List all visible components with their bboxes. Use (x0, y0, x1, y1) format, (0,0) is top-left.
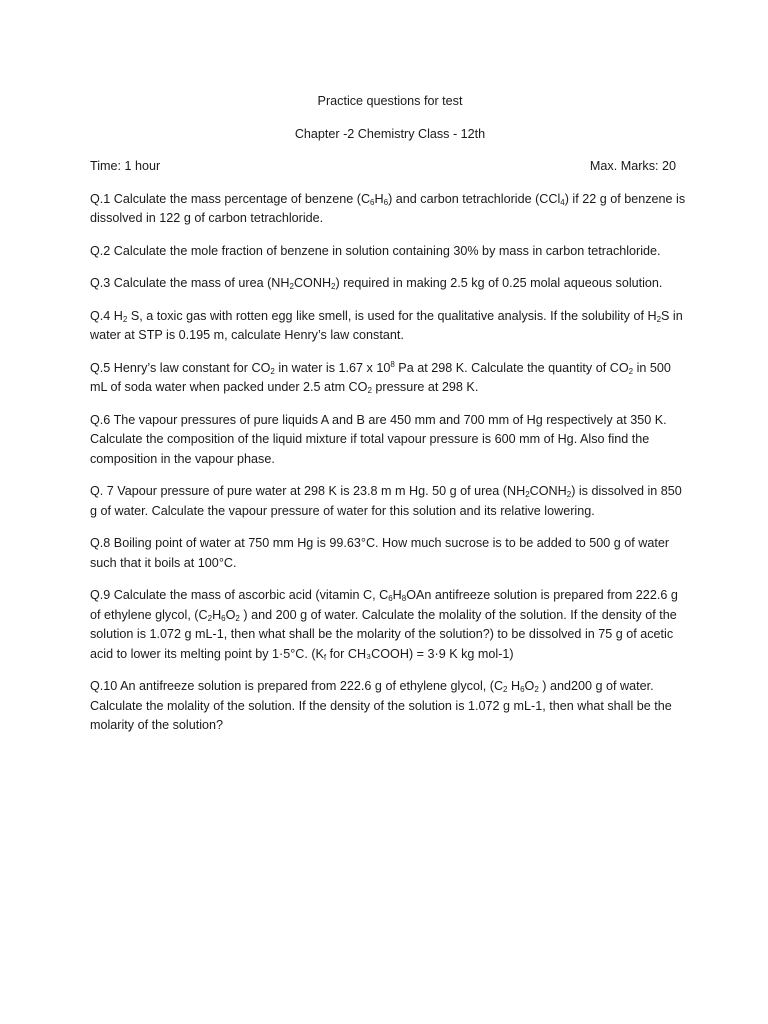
subscript: 6 (370, 197, 375, 207)
question-text: in 500 mL of soda water when packed under 2.5 atm CO (90, 360, 671, 394)
question-number: Q.6 (90, 412, 111, 427)
subscript: f (323, 652, 327, 662)
question-text: for CH₃COOH) = 3·9 K kg mol-1) (326, 646, 514, 661)
question-text: ) is dissolved in 850 g of water. Calculate the vapour pressure of water for this solution and its relative lowering. (90, 484, 682, 518)
page-subtitle: Chapter -2 Chemistry Class - 12th (294, 126, 486, 141)
question-text: ) required in making 2.5 kg of 0.25 molal aqueous solution. (335, 276, 663, 290)
question-text: O (524, 679, 535, 693)
subscript: 2 (503, 685, 508, 694)
question-text: pressure at 298 K. (371, 380, 479, 394)
subscript: 2 (289, 282, 294, 291)
question-text: CONH (293, 276, 332, 290)
question-text: Calculate the mass percentage of benzene (C (110, 191, 371, 206)
question-text: Calculate the mass of urea (NH (110, 276, 290, 290)
question-text: Henry’s law constant for CO (110, 360, 271, 375)
question-number: Q.9 (90, 588, 111, 602)
subscript: 2 (270, 366, 275, 376)
question-item (90, 677, 690, 736)
question-item (90, 482, 690, 521)
subscript: 2 (122, 314, 128, 324)
subscript: 2 (207, 613, 213, 623)
question-text: H (374, 191, 384, 206)
question-text: An antifreeze solution is prepared from 222.6 g of ethylene glycol, (C (117, 679, 504, 693)
subscript: 6 (388, 594, 393, 603)
question-text: Vapour pressure of pure water at 298 K is 23.8 m m Hg. 50 g of urea (NH (113, 484, 526, 498)
question-text: H (507, 679, 521, 693)
page-title: Practice questions for test (317, 94, 463, 108)
question-number: Q.4 (90, 308, 111, 323)
question-item (90, 586, 690, 664)
subscript: 2 (566, 490, 572, 499)
question-number: Q.8 (90, 536, 111, 550)
question-text: CONH (529, 484, 567, 498)
question-item (90, 411, 690, 470)
question-text: H (392, 588, 402, 602)
subscript: 6 (221, 613, 226, 623)
subscript: 6 (383, 197, 389, 207)
question-number: Q.2 (90, 243, 111, 258)
question-number: Q.10 (90, 679, 118, 693)
question-text: S in water at STP is 0.195 m, calculate Henry’s law constant. (90, 308, 683, 342)
subscript: 8 (401, 594, 407, 603)
question-text: S, a toxic gas with rotten egg like smell, is used for the qualitative analysis. If the solubility of H (127, 308, 657, 323)
subscript: 2 (331, 282, 336, 291)
question-text: ) and200 g of water. Calculate the molality of the solution. If the density of the solution is 1.072 g mL-1, then what shall be the molarity of the solution? (90, 679, 672, 732)
question-item (90, 534, 690, 573)
question-text: Boiling point of water at 750 mm Hg is 99.63°C. How much sucrose is to be added to 500 g of water such that it boils at 100°C. (90, 536, 670, 570)
document-body (90, 92, 690, 749)
question-text: ) and 200 g of water. Calculate the molality of the solution. If the density of the solution is 1.072 g mL-1, then what shall be the molarity of the solution?) to be dissolved in 75 g of acetic acid to lower its melting point by 1·5°C. (K (90, 607, 677, 661)
time-label: Time: 1 hour (90, 159, 161, 173)
question-text: H (212, 607, 222, 622)
subscript: 4 (560, 197, 565, 207)
subscript: 2 (367, 386, 372, 395)
question-text: Calculate the mass of ascorbic acid (vitamin C, C (110, 588, 389, 602)
question-text: ) if 22 g of benzene is dissolved in 122 g of carbon tetrachloride. (90, 191, 686, 225)
question-item (90, 359, 690, 398)
question-text: in water is 1.67 x 10 (274, 360, 391, 375)
question-text: H (110, 308, 123, 323)
subscript: 2 (525, 490, 530, 499)
max-marks-label: Max. Marks: 20 (589, 159, 676, 173)
subscript: 2 (628, 366, 634, 376)
question-text: OAn antifreeze solution is prepared from 222.6 g of ethylene glycol, (C (90, 588, 678, 622)
superscript: 8 (390, 359, 395, 369)
question-item (90, 274, 690, 294)
subscript: 2 (656, 314, 662, 324)
question-item (90, 190, 690, 229)
subscript: 2 (534, 685, 539, 694)
question-text: ) and carbon tetrachloride (CCl (388, 191, 561, 206)
question-text: Calculate the mole fraction of benzene in solution containing 30% by mass in carbon tetrachloride. (110, 243, 661, 258)
question-text: Pa at 298 K. Calculate the quantity of CO (394, 360, 629, 375)
question-number: Q. 7 (90, 484, 114, 498)
subscript: 6 (520, 685, 525, 694)
question-list (90, 190, 690, 736)
question-number: Q.1 (90, 191, 111, 206)
question-text: The vapour pressures of pure liquids A and B are 450 mm and 700 mm of Hg respectively at 350 K. Calculate the composition of the liquid mixture if total vapour pressure is 600 mm of Hg. Also find the composition in the vapour phase. (90, 412, 667, 466)
question-number: Q.3 (90, 276, 111, 290)
question-text: O (225, 607, 236, 622)
question-item (90, 242, 690, 262)
exam-meta-row (90, 157, 690, 177)
question-number: Q.5 (90, 360, 111, 375)
question-item (90, 307, 690, 346)
subscript: 2 (235, 613, 240, 623)
